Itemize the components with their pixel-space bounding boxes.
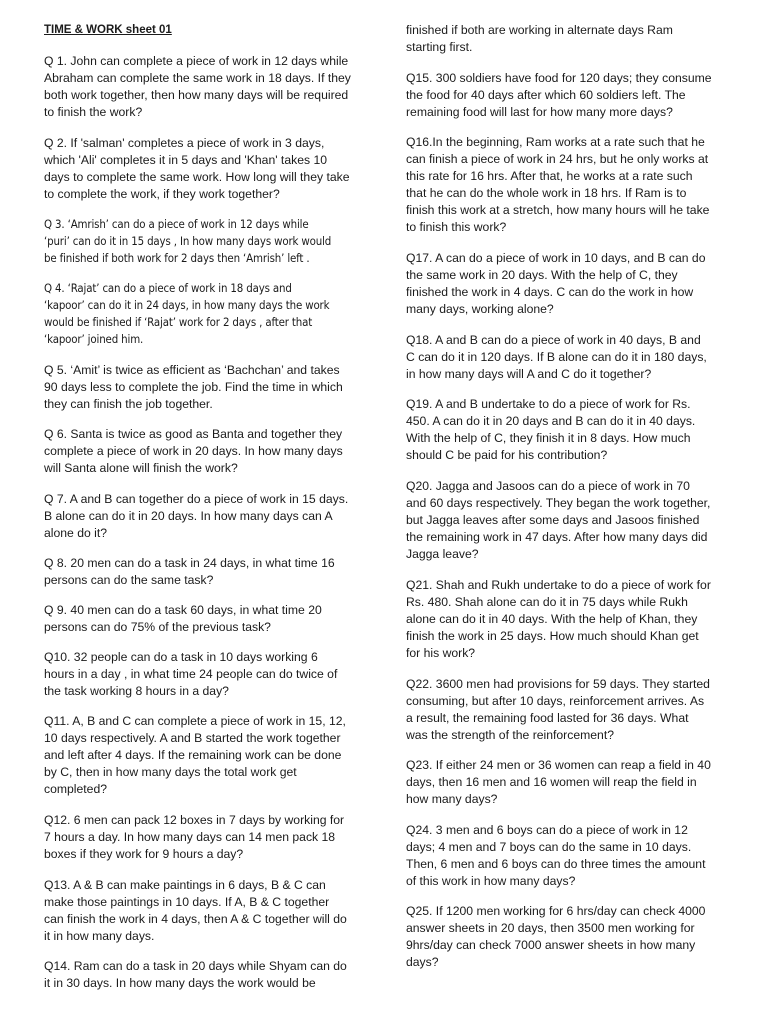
question-line: starting first. bbox=[406, 40, 473, 54]
question-line: can finish the work in 4 days, then A & C together will do bbox=[44, 912, 347, 926]
question-q5 bbox=[44, 362, 343, 413]
question-line: Q 4. ‘Rajat’ can do a piece of work in 18 days and bbox=[44, 281, 292, 295]
question-line: completed? bbox=[44, 782, 108, 796]
question-line: Then, 6 men and 6 boys can do three times the amount bbox=[406, 857, 706, 871]
question-line: remaining food will last for how many more days? bbox=[406, 105, 673, 119]
question-q7 bbox=[44, 491, 348, 542]
question-line: Q18. A and B can do a piece of work in 40 days, B and bbox=[406, 333, 701, 347]
question-q9 bbox=[44, 602, 322, 636]
question-line: was the strength of the reinforcement? bbox=[406, 728, 614, 742]
question-line: they can finish the job together. bbox=[44, 397, 213, 411]
question-line: that he can do the whole work in 18 hrs. If Ram is to bbox=[406, 186, 687, 200]
question-q14-cont bbox=[406, 22, 673, 56]
question-line: Q13. A & B can make paintings in 6 days, B & C can bbox=[44, 878, 326, 892]
question-line: ‘puri’ can do it in 15 days , In how many days work would bbox=[44, 234, 332, 248]
question-q8 bbox=[44, 555, 335, 589]
question-line: of this work in how many days? bbox=[406, 874, 576, 888]
question-line: Q15. 300 soldiers have food for 120 days; they consume bbox=[406, 71, 712, 85]
question-line: C can do it in 120 days. If B alone can do it in 180 days, bbox=[406, 350, 707, 364]
question-line: Q20. Jagga and Jasoos can do a piece of work in 70 bbox=[406, 479, 690, 493]
question-line: make those paintings in 10 days. If A, B & C together bbox=[44, 895, 330, 909]
question-line: Q 9. 40 men can do a task 60 days, in what time 20 bbox=[44, 603, 322, 617]
question-q23 bbox=[406, 757, 711, 808]
question-line: Rs. 480. Shah alone can do it in 75 days while Rukh bbox=[406, 595, 688, 609]
question-q15 bbox=[406, 70, 712, 121]
question-line: boxes if they work for 9 hours a day? bbox=[44, 847, 244, 861]
question-line: the same work in 20 days. With the help of C, they bbox=[406, 268, 678, 282]
sheet-title: TIME & WORK sheet 01 bbox=[44, 24, 172, 36]
question-line: With the help of C, they finish it in 8 days. How much bbox=[406, 431, 691, 445]
question-line: ‘kapoor’ joined him. bbox=[44, 332, 144, 346]
question-line: to complete the work, if they work together? bbox=[44, 187, 280, 201]
question-line: days, then 16 men and 16 women will reap the field in bbox=[406, 775, 697, 789]
question-q14 bbox=[44, 958, 347, 992]
question-q22 bbox=[406, 676, 710, 744]
question-line: a result, the remaining food lasted for 36 days. What bbox=[406, 711, 689, 725]
question-q21 bbox=[406, 577, 711, 662]
question-line: days to complete the same work. How long will they take bbox=[44, 170, 350, 184]
question-q12 bbox=[44, 812, 344, 863]
question-line: Abraham can complete the same work in 18 days. If they bbox=[44, 71, 351, 85]
question-line: this rate for 16 hrs. After that, he works at a rate such bbox=[406, 169, 693, 183]
question-line: and 60 days respectively. They began the work together, bbox=[406, 496, 711, 510]
question-q16 bbox=[406, 134, 709, 236]
question-q11 bbox=[44, 713, 346, 798]
question-q25 bbox=[406, 903, 705, 971]
question-line: 90 days less to complete the job. Find the time in which bbox=[44, 380, 343, 394]
question-line: Q17. A can do a piece of work in 10 days, and B can do bbox=[406, 251, 706, 265]
question-line: Q 5. ‘Amit’ is twice as efficient as ‘Bachchan’ and takes bbox=[44, 363, 340, 377]
question-line: hours in a day , in what time 24 people can do twice of bbox=[44, 667, 338, 681]
question-line: by C, then in how many days the total work get bbox=[44, 765, 297, 779]
question-line: how many days? bbox=[406, 792, 498, 806]
question-line: 10 days respectively. A and B started the work together bbox=[44, 731, 341, 745]
question-line: 450. A can do it in 20 days and B can do it in 40 days. bbox=[406, 414, 696, 428]
question-line: complete a piece of work in 20 days. In how many days bbox=[44, 444, 343, 458]
question-q19 bbox=[406, 396, 695, 464]
question-q2 bbox=[44, 135, 350, 203]
question-line: it in 30 days. In how many days the work would be bbox=[44, 976, 316, 990]
question-line: finish this work at a stretch, how many hours will he take bbox=[406, 203, 710, 217]
question-q24 bbox=[406, 822, 705, 890]
question-q20 bbox=[406, 478, 710, 563]
question-q1 bbox=[44, 53, 351, 121]
question-line: Q12. 6 men can pack 12 boxes in 7 days by working for bbox=[44, 813, 345, 827]
question-line: it in how many days. bbox=[44, 929, 155, 943]
question-line: alone do it? bbox=[44, 526, 108, 540]
question-line: Jagga leave? bbox=[406, 547, 479, 561]
question-line: finished the work in 4 days. C can do the work in how bbox=[406, 285, 694, 299]
question-line: Q25. If 1200 men working for 6 hrs/day can check 4000 bbox=[406, 904, 706, 918]
question-line: Q 1. John can complete a piece of work in 12 days while bbox=[44, 54, 349, 68]
question-line: in how many days will A and C do it together? bbox=[406, 367, 652, 381]
question-line: Q14. Ram can do a task in 20 days while Shyam can do bbox=[44, 959, 347, 973]
question-q3 bbox=[44, 216, 331, 267]
question-line: would be finished if ‘Rajat’ work for 2 days , after that bbox=[44, 315, 313, 329]
question-line: finished if both are working in alternate days Ram bbox=[406, 23, 673, 37]
question-line: should C be paid for his contribution? bbox=[406, 448, 608, 462]
question-line: consuming, but after 10 days, reinforcement arrives. As bbox=[406, 694, 705, 708]
question-line: but Jagga leaves after some days and Jasoos finished bbox=[406, 513, 700, 527]
question-line: days; 4 men and 7 boys can do the same in 10 days. bbox=[406, 840, 692, 854]
question-line: Q 6. Santa is twice as good as Banta and together they bbox=[44, 427, 343, 441]
question-line: both work together, then how many days will be required bbox=[44, 88, 349, 102]
question-line: persons can do 75% of the previous task? bbox=[44, 620, 271, 634]
question-line: for his work? bbox=[406, 646, 476, 660]
question-line: answer sheets in 20 days, then 3500 men working for bbox=[406, 921, 695, 935]
question-line: alone can do it in 40 days. With the help of Khan, they bbox=[406, 612, 698, 626]
question-line: Q 3. ‘Amrish’ can do a piece of work in 12 days while bbox=[44, 217, 309, 231]
question-line: Q 2. If 'salman' completes a piece of work in 3 days, bbox=[44, 136, 325, 150]
question-line: Q10. 32 people can do a task in 10 days working 6 bbox=[44, 650, 318, 664]
question-line: the food for 40 days after which 60 soldiers left. The bbox=[406, 88, 686, 102]
question-line: to finish the work? bbox=[44, 105, 143, 119]
question-line: to finish this work? bbox=[406, 220, 507, 234]
question-line: finish the work in 25 days. How much should Khan get bbox=[406, 629, 699, 643]
question-q4 bbox=[44, 280, 329, 348]
question-q17 bbox=[406, 250, 705, 318]
question-line: the remaining work in 47 days. After how many days did bbox=[406, 530, 708, 544]
question-line: persons can do the same task? bbox=[44, 573, 214, 587]
question-line: Q 8. 20 men can do a task in 24 days, in what time 16 bbox=[44, 556, 335, 570]
question-line: be finished if both work for 2 days then ‘Amrish’ left . bbox=[44, 251, 310, 265]
question-line: Q24. 3 men and 6 boys can do a piece of work in 12 bbox=[406, 823, 688, 837]
question-q13 bbox=[44, 877, 347, 945]
question-line: B alone can do it in 20 days. In how many days can A bbox=[44, 509, 333, 523]
question-line: 7 hours a day. In how many days can 14 men pack 18 bbox=[44, 830, 336, 844]
question-q6 bbox=[44, 426, 343, 477]
question-line: the task working 8 hours in a day? bbox=[44, 684, 229, 698]
question-line: ‘kapoor’ can do it in 24 days, in how many days the work bbox=[44, 298, 330, 312]
question-line: 9hrs/day can check 7000 answer sheets in how many bbox=[406, 938, 696, 952]
question-line: days? bbox=[406, 955, 439, 969]
question-line: Q21. Shah and Rukh undertake to do a piece of work for bbox=[406, 578, 711, 592]
question-line: Q 7. A and B can together do a piece of work in 15 days. bbox=[44, 492, 349, 506]
question-line: Q23. If either 24 men or 36 women can reap a field in 40 bbox=[406, 758, 711, 772]
question-line: many days, working alone? bbox=[406, 302, 554, 316]
question-line: Q22. 3600 men had provisions for 59 days. They started bbox=[406, 677, 710, 691]
question-line: Q16.In the beginning, Ram works at a rate such that he bbox=[406, 135, 705, 149]
question-line: which 'Ali' completes it in 5 days and 'Khan' takes 10 bbox=[44, 153, 328, 167]
question-line: Q19. A and B undertake to do a piece of work for Rs. bbox=[406, 397, 691, 411]
question-line: will Santa alone will finish the work? bbox=[44, 461, 238, 475]
question-q18 bbox=[406, 332, 707, 383]
question-line: Q11. A, B and C can complete a piece of work in 15, 12, bbox=[44, 714, 346, 728]
question-line: and left after 4 days. If the remaining work can be done bbox=[44, 748, 342, 762]
question-q10 bbox=[44, 649, 337, 700]
question-line: can finish a piece of work in 24 hrs, but he only works at bbox=[406, 152, 709, 166]
